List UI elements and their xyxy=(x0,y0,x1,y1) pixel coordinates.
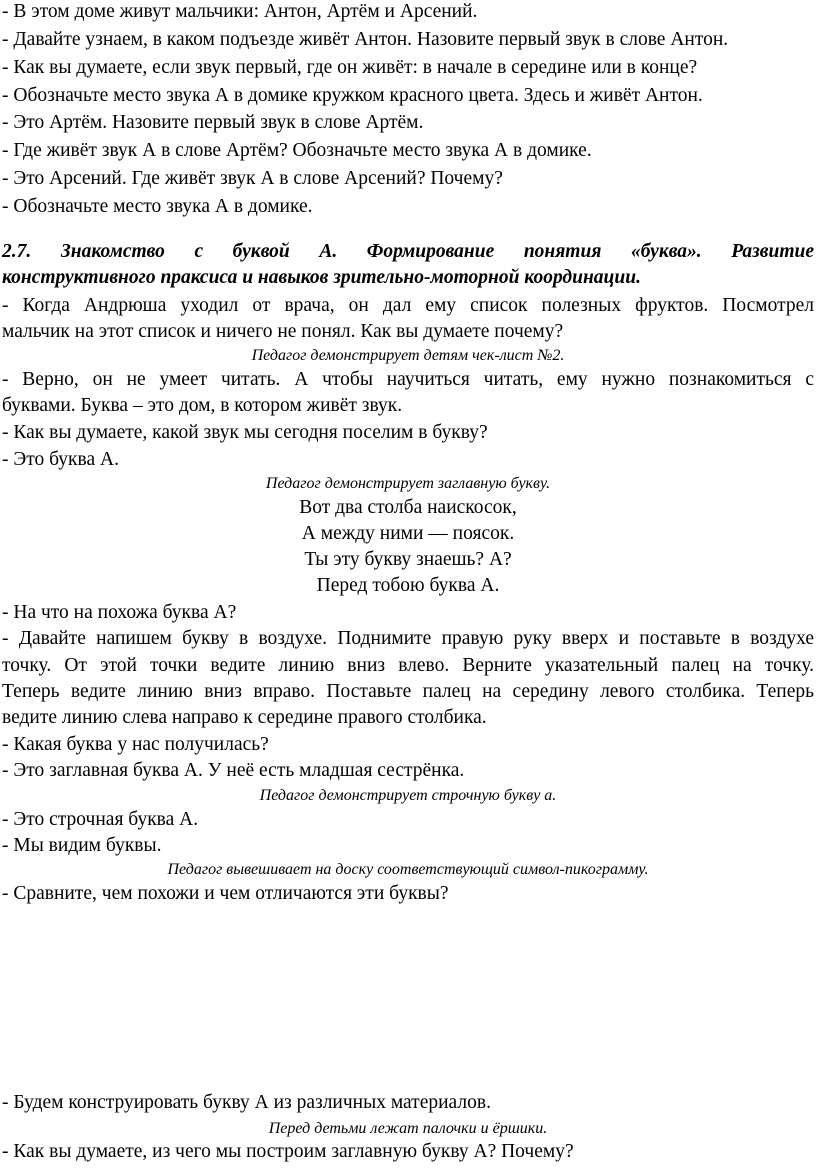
teacher-note: Педагог демонстрирует заглавную букву. xyxy=(265,475,551,492)
text-line: - Обозначьте место звука А в домике кружком красного цвета. Здесь и живёт Антон. xyxy=(2,85,703,106)
text-line: - Это Арсений. Где живёт звук А в слове Арсений? Почему? xyxy=(2,168,503,189)
text-line: - Это строчная буква А. xyxy=(2,809,199,830)
text-line: - Верно, он не умеет читать. А чтобы научиться читать, ему нужно познакомиться с xyxy=(2,369,814,390)
text-line: ведите линию слева направо к середине правого столбика. xyxy=(2,707,487,728)
text-line: - Сравните, чем похожи и чем отличаются эти буквы? xyxy=(2,883,449,904)
teacher-note: Педагог вывешивает на доску соответствующий символ-пикограмму. xyxy=(167,861,649,878)
teacher-note: Педагог демонстрирует детям чек-лист №2. xyxy=(251,347,565,364)
text-line: - Когда Андрюша уходил от врача, он дал ему список полезных фруктов. Посмотрел xyxy=(2,295,814,316)
text-line: - Давайте узнаем, в каком подъезде живёт Антон. Назовите первый звук в слове Антон. xyxy=(2,29,729,50)
poem-line: А между ними — поясок. xyxy=(301,523,515,544)
text-line: - Это Артём. Назовите первый звук в слове Артём. xyxy=(2,112,424,133)
text-line: Теперь ведите линию вниз вправо. Поставьте палец на середину левого столбика. Теперь xyxy=(2,681,814,702)
text-line: - Обозначьте место звука А в домике. xyxy=(2,196,313,217)
poem-line: Перед тобою буква А. xyxy=(316,575,500,596)
text-line: - В этом доме живут мальчики: Антон, Артём и Арсений. xyxy=(2,1,478,22)
text-line: - Давайте напишем букву в воздухе. Поднимите правую руку вверх и поставьте в воздухе xyxy=(2,628,814,649)
text-line: - На что на похожа буква А? xyxy=(2,602,237,623)
teacher-note: Педагог демонстрирует строчную букву а. xyxy=(259,787,557,804)
text-line: буквами. Буква – это дом, в котором живёт звук. xyxy=(2,395,403,416)
text-line: - Как вы думаете, если звук первый, где он живёт: в начале в середине или в конце? xyxy=(2,57,698,78)
text-line: точку. От этой точки ведите линию вниз влево. Верните указательный палец на точку. xyxy=(2,655,814,676)
text-line: - Будем конструировать букву А из различных материалов. xyxy=(2,1092,491,1113)
section-heading-line-2: конструктивного праксиса и навыков зрительно-моторной координации. xyxy=(2,267,641,288)
section-heading: 2.7. Знакомство с буквой А. Формирование понятия «буква». Развитие xyxy=(2,241,814,262)
poem-line: Ты эту букву знаешь? А? xyxy=(304,549,512,570)
text-line: - Это буква А. xyxy=(2,449,119,470)
poem-line: Вот два столба наискосок, xyxy=(299,497,517,518)
text-line: - Как вы думаете, из чего мы построим заглавную букву А? Почему? xyxy=(2,1141,574,1162)
text-line: - Как вы думаете, какой звук мы сегодня поселим в букву? xyxy=(2,422,488,443)
text-line: - Какая буква у нас получилась? xyxy=(2,734,269,755)
teacher-note: Перед детьми лежат палочки и ёршики. xyxy=(268,1120,548,1137)
text-line: - Мы видим буквы. xyxy=(2,835,162,856)
text-line: мальчик на этот список и ничего не понял. Как вы думаете почему? xyxy=(2,321,564,342)
text-line: - Где живёт звук А в слове Артём? Обозначьте место звука А в домике. xyxy=(2,140,592,161)
text-line: - Это заглавная буква А. У неё есть младшая сестрёнка. xyxy=(2,760,465,781)
